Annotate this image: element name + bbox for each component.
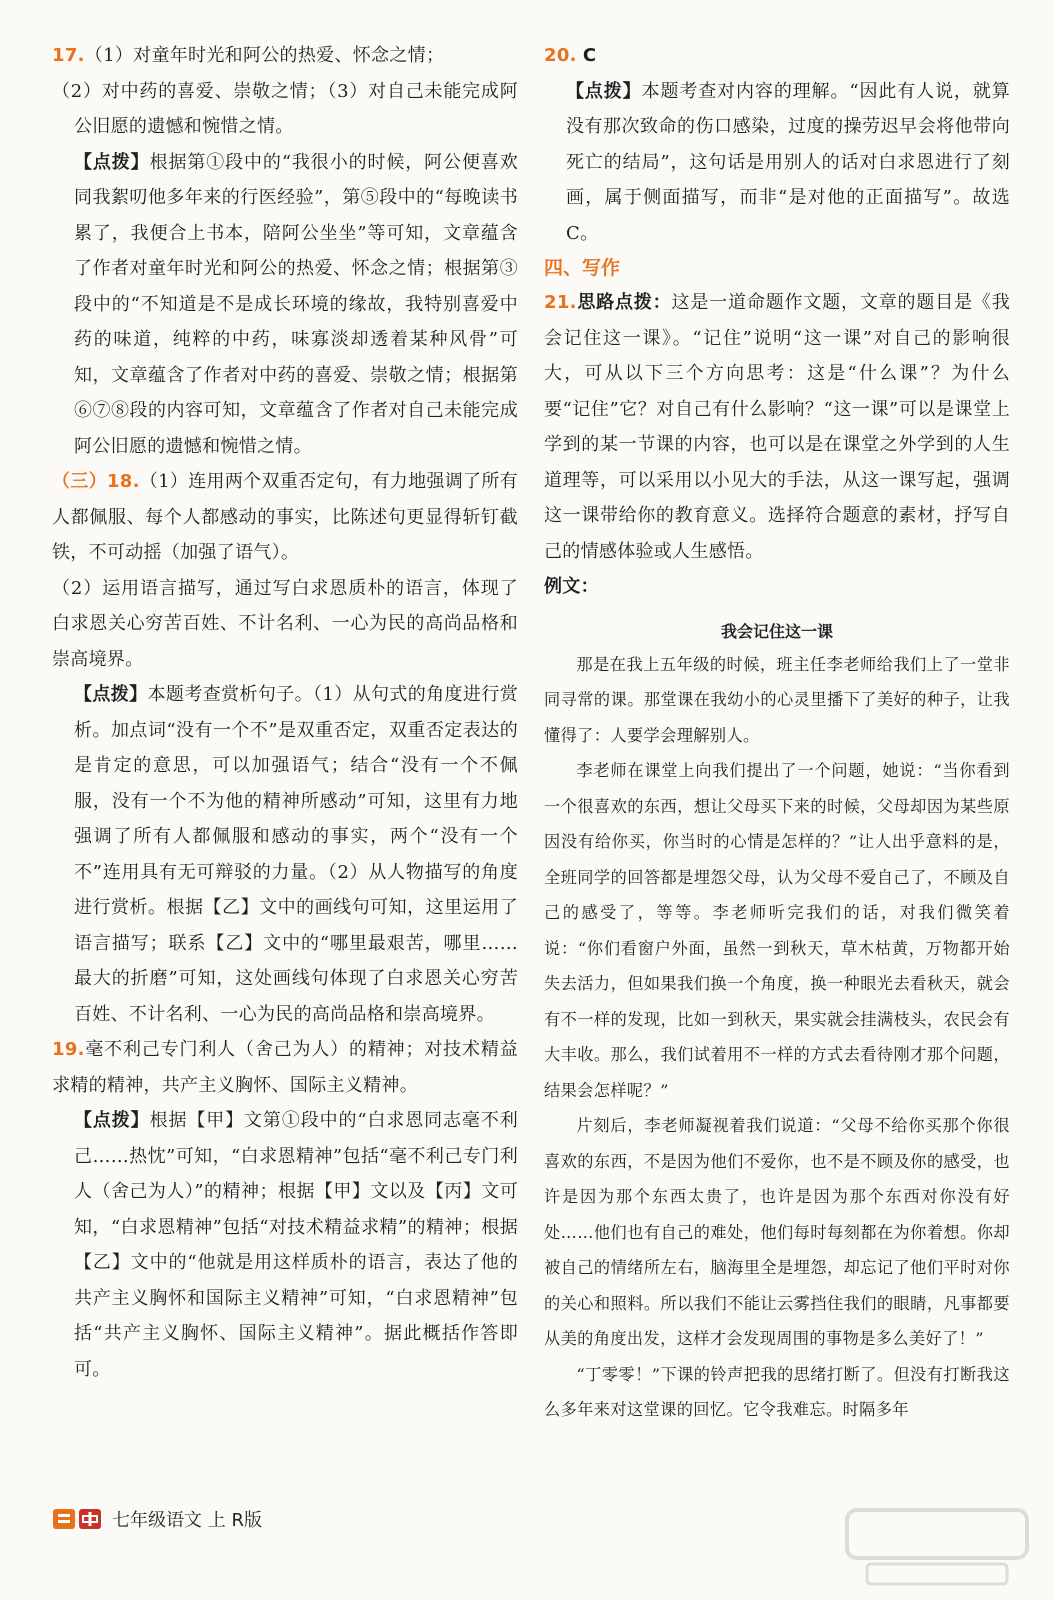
q20-answer: 20. C — [544, 45, 597, 66]
footer-book-title: 七年级语文 上 R版 — [112, 1510, 262, 1531]
q21-number: 21. — [544, 292, 577, 313]
q20-tip: 【点拨】本题考查对内容的理解。“因此有人说，就算没有那次致命的伤口感染，过度的操劳迟早会将他带向死亡的结局”，这句话是用别人的话对白求恩进行了刻画，属于侧面描写，而非“是对他的正面描写”。故选C。 — [566, 80, 1011, 244]
section-4-heading: 四、写作 — [544, 257, 621, 279]
page-footer — [52, 1502, 262, 1536]
example-label: 例文： — [544, 576, 599, 597]
essay-paragraph-1: 那是在我上五年级的时候，班主任李老师给我们上了一堂非同寻常的课。那堂课在我幼小的心灵里播下了美好的种子，让我懂得了：人要学会理解别人。 — [544, 654, 1010, 745]
q17-answer-1: 17.（1）对童年时光和阿公的热爱、怀念之情； — [52, 45, 445, 66]
q19-number: 19. — [52, 1039, 85, 1060]
section-3-label: （三） — [52, 471, 107, 492]
logo-mark-icon — [52, 1506, 104, 1532]
right-column — [544, 38, 1010, 1428]
q18-answer-1: （三）18.（1）连用两个双重否定句，有力地强调了所有人都佩服、每个人都感动的事实，比陈述句更显得斩钉截铁，不可动摇（加强了语气）。 — [52, 471, 518, 563]
essay-title: 我会记住这一课 — [720, 621, 833, 641]
essay-paragraph-4: “丁零零！”下课的铃声把我的思绪打断了。但没有打断我这么多年来对这堂课的回忆。它令我难忘。时隔多年 — [544, 1364, 1010, 1419]
q19-tip: 【点拨】根据【甲】文第①段中的“白求恩同志毫不利己……热忱”可知，“白求恩精神”包括“毫不利己专门利人（舍己为人）”的精神；根据【甲】文以及【丙】文可知，“白求恩精神”包括“对技术精益求精”的精神；根据【乙】文中的“他就是用这样质朴的语言，表达了他的共产主义胸怀和国际主义精神”可知，“白求恩精神”包括“共产主义胸怀、国际主义精神”。据此概括作答即可。 — [74, 1110, 519, 1380]
essay-paragraph-3: 片刻后，李老师凝视着我们说道：“父母不给你买那个你很喜欢的东西，不是因为他们不爱你，也不是不顾及你的感受，也许是因为那个东西太贵了，也许是因为那个东西对你没有好处……他们也有自己的难处，他们每时每刻都在为你着想。你却被自己的情绪所左右，脑海里全是埋怨，却忘记了他们平时对你的关心和照料。所以我们不能让云雾挡住我们的眼睛，凡事都要从美的角度出发，这样才会发现周围的事物是多么美好了！” — [544, 1116, 1010, 1348]
q17-tip: 【点拨】根据第①段中的“我很小的时候，阿公便喜欢同我絮叨他多年来的行医经验”，第⑤段中的“每晚读书累了，我便合上书本，陪阿公坐坐”等可知，文章蕴含了作者对童年时光和阿公的热爱、怀念之情；根据第③段中的“不知道是不是成长环境的缘故，我特别喜爱中药的味道，纯粹的中药，味寡淡却透着某种风骨”可知，文章蕴含了作者对中药的喜爱、崇敬之情；根据第⑥⑦⑧段的内容可知，文章蕴含了作者对自己未能完成阿公旧愿的遗憾和惋惜之情。 — [74, 151, 519, 457]
q20-number: 20. — [544, 45, 577, 66]
essay-paragraph-2: 李老师在课堂上向我们提出了一个问题，她说：“当你看到一个很喜欢的东西，想让父母买下来的时候，父母却因为某些原因没有给你买，你当时的心情是怎样的？”让人出乎意料的是，全班同学的回答都是埋怨父母，认为父母不爱自己了，不顾及自己的感受了，等等。李老师听完我们的话，对我们微笑着说：“你们看窗户外面，虽然一到秋天，草木枯黄，万物都开始失去活力，但如果我们换一个角度，换一种眼光去看秋天，就会有不一样的发现，比如一到秋天，果实就会挂满枝头，农民会有大丰收。那么，我们试着用不一样的方式去看待刚才那个问题，结果会怎样呢？” — [544, 761, 1010, 1100]
q17-answer-2: （2）对中药的喜爱、崇敬之情；（3）对自己未能完成阿公旧愿的遗憾和惋惜之情。 — [52, 80, 518, 137]
q18-number: 18. — [106, 471, 140, 492]
watermark-stamp-icon — [837, 1502, 1037, 1592]
q18-tip: 【点拨】本题考查赏析句子。（1）从句式的角度进行赏析。加点词“没有一个不”是双重否定，双重否定表达的是肯定的意思，可以加强语气；结合“没有一个不佩服，没有一个不为他的精神所感动”可知，这里有力地强调了所有人都佩服和感动的事实，两个“没有一个不”连用具有无可辩驳的力量。（2）从人物描写的角度进行赏析。根据【乙】文中的画线句可知，这里运用了语言描写；联系【乙】文中的“哪里最艰苦，哪里……最大的折磨”可知，这处画线句体现了白求恩关心穷苦百姓、不计名利、一心为民的高尚品格和崇高境界。 — [74, 684, 519, 1025]
left-column — [52, 38, 518, 1387]
q18-answer-2: （2）运用语言描写，通过写白求恩质朴的语言，体现了白求恩关心穷苦百姓、不计名利、一心为民的高尚品格和崇高境界。 — [52, 577, 518, 670]
q19-answer: 19.毫不利己专门利人（舍己为人）的精神；对技术精益求精的精神，共产主义胸怀、国际主义精神。 — [52, 1039, 518, 1096]
q21-answer: 21.思路点拨：这是一道命题作文题，文章的题目是《我会记住这一课》。“记住”说明“这一课”对自己的影响很大，可从以下三个方向思考：这是“什么课”？为什么要“记住”它？对自己有什么影响？“这一课”可以是课堂上学到的某一节课的内容，也可以是在课堂之外学到的人生道理等，可以采用以小见大的手法，从这一课写起，强调这一课带给你的教育意义。选择符合题意的素材，抒写自己的情感体验或人生感悟。 — [544, 292, 1011, 562]
publisher-logo — [52, 1506, 104, 1532]
q17-number: 17. — [52, 45, 85, 66]
